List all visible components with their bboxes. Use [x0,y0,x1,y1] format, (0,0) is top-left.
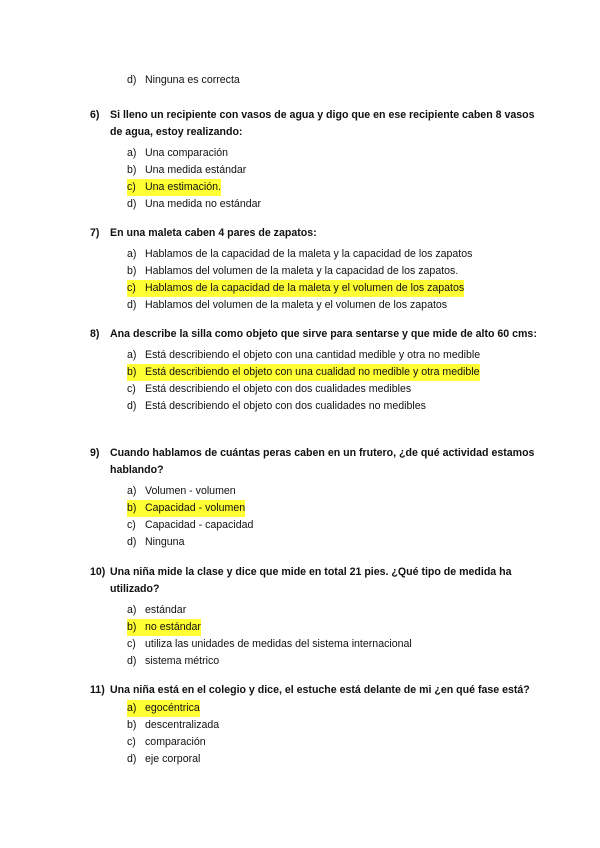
option-letter: c) [127,383,136,395]
option-c [127,734,540,751]
question-number: 7) [90,227,100,239]
option-text: sistema métrico [145,655,220,667]
option-letter: a) [127,349,137,361]
option-text: Una medida estándar [145,164,247,176]
option-letter: d) [127,536,137,548]
option-list [90,246,540,314]
option-d [127,297,540,314]
option-text: Está describiendo el objeto con dos cualidades medibles [145,383,412,395]
option-letter: b) [127,364,145,381]
question-text: Si lleno un recipiente con vasos de agua y digo que en ese recipiente caben 8 vasos de agua, estoy realizando: [110,109,535,138]
option-letter: a) [127,485,137,497]
option-text: Hablamos de la capacidad de la maleta y el volumen de los zapatos [145,280,464,297]
option-list [90,602,540,670]
option-text: Capacidad - volumen [145,500,245,517]
option-c-highlighted [127,280,540,297]
option-letter: a) [127,147,137,159]
option-a [127,483,540,500]
option-text: Volumen - volumen [145,485,236,497]
option-letter: b) [127,265,137,277]
question-9 [90,445,540,551]
question-header [90,564,540,598]
option-text: Una estimación. [145,179,221,196]
option-text: eje corporal [145,753,201,765]
option-letter: a) [127,604,137,616]
question-text: Ana describe la silla como objeto que sirve para sentarse y que mide de alto 60 cms: [110,328,537,340]
option-text: Está describiendo el objeto con una cantidad medible y otra no medible [145,349,481,361]
question-number: 6) [90,109,100,121]
option-letter: c) [127,638,136,650]
option-c [127,381,540,398]
question-text: Cuando hablamos de cuántas peras caben en un frutero, ¿de qué actividad estamos hablando? [110,447,535,476]
question-header [90,326,540,343]
question-number: 8) [90,328,100,340]
option-a [127,145,540,162]
option-letter: a) [127,248,137,260]
option-text: estándar [145,604,187,616]
option-b-highlighted [127,619,540,636]
option-b [127,263,540,280]
option-letter: d) [127,74,137,86]
option-text: Hablamos del volumen de la maleta y la capacidad de los zapatos. [145,265,459,277]
option-a [127,347,540,364]
option-list [90,145,540,213]
option-text: no estándar [145,619,201,636]
option-letter: b) [127,719,137,731]
option-text: Ninguna [145,536,185,548]
question-number: 10) [90,566,106,578]
option-text: egocéntrica [145,700,200,717]
option-d [127,534,540,551]
previous-question-option-d [127,72,240,89]
question-text: En una maleta caben 4 pares de zapatos: [110,227,317,239]
option-c-highlighted [127,179,540,196]
option-letter: c) [127,179,145,196]
option-letter: d) [127,198,137,210]
option-letter: b) [127,500,145,517]
option-d [127,653,540,670]
option-letter: c) [127,736,136,748]
option-b [127,162,540,179]
option-list [90,700,540,768]
question-text: Una niña está en el colegio y dice, el estuche está delante de mi ¿en qué fase está? [110,684,530,696]
option-a [127,246,540,263]
option-b-highlighted [127,500,540,517]
option-a [127,602,540,619]
option-text: Está describiendo el objeto con una cualidad no medible y otra medible [145,364,480,381]
option-letter: d) [127,400,137,412]
option-text: descentralizada [145,719,220,731]
option-text: Hablamos del volumen de la maleta y el volumen de los zapatos [145,299,448,311]
option-letter: d) [127,299,137,311]
question-6 [90,107,540,213]
option-text: Capacidad - capacidad [145,519,254,531]
option-text: Una medida no estándar [145,198,262,210]
option-letter: d) [127,753,137,765]
option-text: comparación [145,736,206,748]
option-list [90,347,540,415]
option-text: Una comparación [145,147,229,159]
option-list [90,483,540,551]
question-header [90,107,540,141]
option-letter: c) [127,280,145,297]
question-10 [90,564,540,670]
option-d [127,751,540,768]
option-c [127,636,540,653]
question-header [90,682,540,699]
option-text: Hablamos de la capacidad de la maleta y la capacidad de los zapatos [145,248,473,260]
option-a-highlighted [127,700,540,717]
question-text: Una niña mide la clase y dice que mide en total 21 pies. ¿Qué tipo de medida ha utilizado? [110,566,512,595]
question-7 [90,225,540,314]
question-header [90,445,540,479]
option-c [127,517,540,534]
option-text: Ninguna es correcta [145,74,240,86]
option-letter: d) [127,655,137,667]
question-8 [90,326,540,415]
option-text: utiliza las unidades de medidas del sistema internacional [145,638,412,650]
option-letter: c) [127,519,136,531]
option-letter: b) [127,164,137,176]
option-letter: a) [127,700,145,717]
question-11 [90,682,540,768]
question-number: 11) [90,684,105,696]
option-d [127,196,540,213]
option-d [127,398,540,415]
question-header [90,225,540,242]
option-b-highlighted [127,364,540,381]
option-letter: b) [127,619,145,636]
option-b [127,717,540,734]
question-number: 9) [90,447,100,459]
option-text: Está describiendo el objeto con dos cualidades no medibles [145,400,426,412]
